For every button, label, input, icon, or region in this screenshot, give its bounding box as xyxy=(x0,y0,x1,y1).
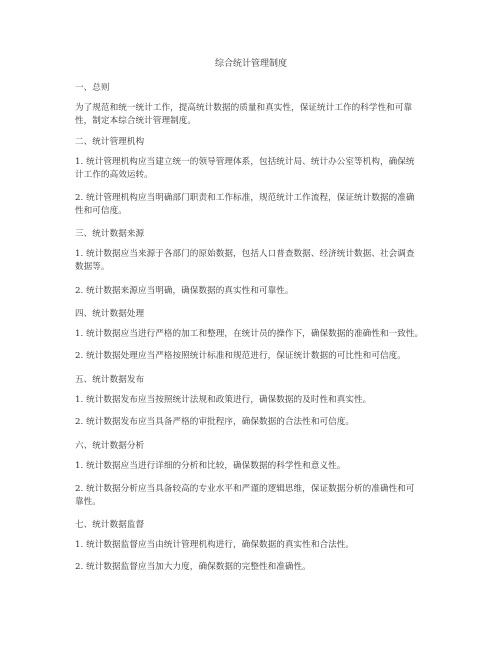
paragraph-line: 为了规范和统一统计工作，提高统计数据的质量和真实性，保证统计工作的科学性和可靠 xyxy=(75,103,413,113)
paragraph-line: 2. 统计管理机构应当明确部门职责和工作标准，规范统计工作流程，保证统计数据的准确 xyxy=(75,193,415,203)
section-heading-data-release: 五、统计数据发布 xyxy=(75,375,145,385)
paragraph-line: 2. 统计数据监督应当加大力度，确保数据的完整性和准确性。 xyxy=(75,562,311,572)
paragraph-line: 2. 统计数据处理应当严格按照统计标准和规范进行，保证统计数据的可比性和可信度。 xyxy=(75,351,406,361)
paragraph-line: 2. 统计数据发布应当具备严格的审批程序，确保数据的合法性和可信度。 xyxy=(75,417,355,427)
paragraph-line: 性，制定本综合统计管理制度。 xyxy=(75,116,197,126)
paragraph-line: 性和可信度。 xyxy=(75,206,127,216)
paragraph-line: 1. 统计数据监督应当由统计管理机构进行，确保数据的真实性和合法性。 xyxy=(75,540,355,550)
paragraph-line: 靠性。 xyxy=(75,497,101,507)
paragraph-line: 1. 统计数据发布应当按照统计法规和政策进行，确保数据的及时性和真实性。 xyxy=(75,395,372,405)
document-title: 综合统计管理制度 xyxy=(214,59,287,69)
section-heading-data-source: 三、统计数据来源 xyxy=(75,229,145,239)
section-heading-general: 一、总则 xyxy=(75,83,110,93)
paragraph-line: 数据等。 xyxy=(75,262,110,272)
section-heading-data-analysis: 六、统计数据分析 xyxy=(75,441,145,451)
section-heading-management-agency: 二、统计管理机构 xyxy=(75,137,145,147)
section-heading-data-processing: 四、统计数据处理 xyxy=(75,309,145,319)
paragraph-line: 2. 统计数据来源应当明确，确保数据的真实性和可靠性。 xyxy=(75,286,294,296)
section-heading-data-supervision: 七、统计数据监督 xyxy=(75,520,145,530)
paragraph-line: 2. 统计数据分析应当具备较高的专业水平和严谨的逻辑思维，保证数据分析的准确性和可 xyxy=(75,484,415,494)
paragraph-line: 1. 统计管理机构应当建立统一的领导管理体系，包括统计局、统计办公室等机构，确保统 xyxy=(75,157,415,167)
paragraph-line: 1. 统计数据应当进行严格的加工和整理，在统计员的操作下，确保数据的准确性和一致性。 xyxy=(75,329,424,339)
paragraph-line: 1. 统计数据应当来源于各部门的原始数据，包括人口普查数据、经济统计数据、社会调查 xyxy=(75,249,415,259)
paragraph-line: 1. 统计数据应当进行详细的分析和比较，确保数据的科学性和意义性。 xyxy=(75,461,346,471)
paragraph-line: 计工作的高效运转。 xyxy=(75,170,153,180)
